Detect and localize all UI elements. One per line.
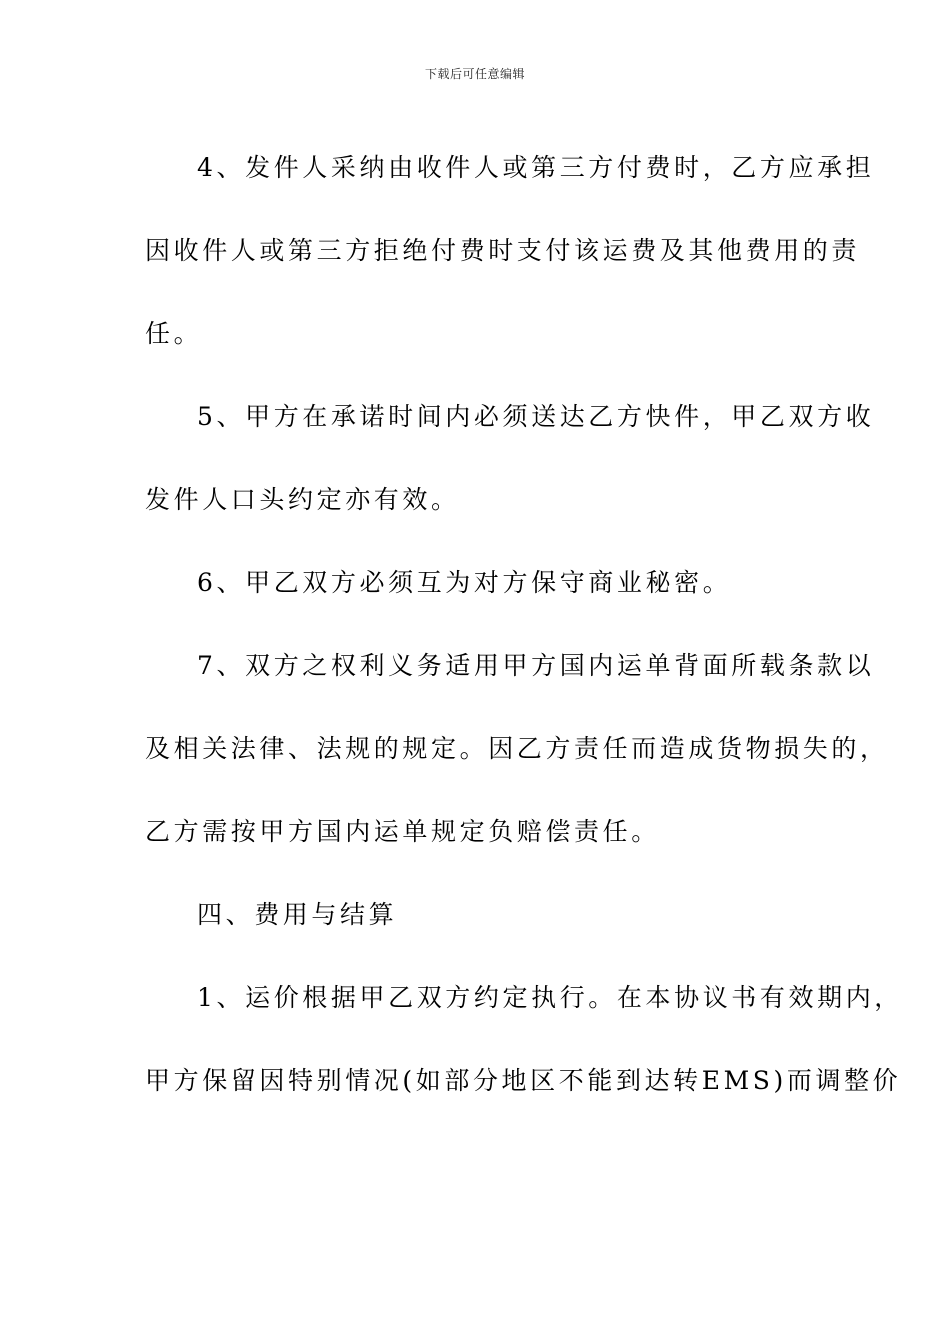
clause-6-line-1: 6、甲乙双方必须互为对方保守商业秘密。 — [197, 568, 732, 597]
clause-4-line-1: 4、发件人采纳由收件人或第三方付费时，乙方应承担 — [197, 153, 875, 182]
document-body — [145, 126, 903, 1122]
clause-5-line-1: 5、甲方在承诺时间内必须送达乙方快件，甲乙双方收 — [197, 402, 875, 431]
section-4-clause-1-line-2: 甲方保留因特别情况(如部分地区不能到达转EMS)而调整价 — [145, 1066, 902, 1095]
clause-4-line-3: 任。 — [145, 319, 203, 348]
clause-7-line-2: 及相关法律、法规的规定。因乙方责任而造成货物损失的， — [145, 734, 889, 763]
clause-7-line-3: 乙方需按甲方国内运单规定负赔偿责任。 — [145, 817, 660, 846]
clause-5-line-2: 发件人口头约定亦有效。 — [145, 485, 460, 514]
section-4-heading: 四、费用与结算 — [197, 900, 398, 929]
page-header: 下载后可任意编辑 — [424, 67, 525, 81]
clause-7-line-1: 7、双方之权利义务适用甲方国内运单背面所载条款以 — [197, 651, 875, 680]
clause-4-line-2: 因收件人或第三方拒绝付费时支付该运费及其他费用的责 — [145, 236, 861, 265]
section-4-clause-1-line-1: 1、运价根据甲乙双方约定执行。在本协议书有效期内， — [197, 983, 903, 1012]
